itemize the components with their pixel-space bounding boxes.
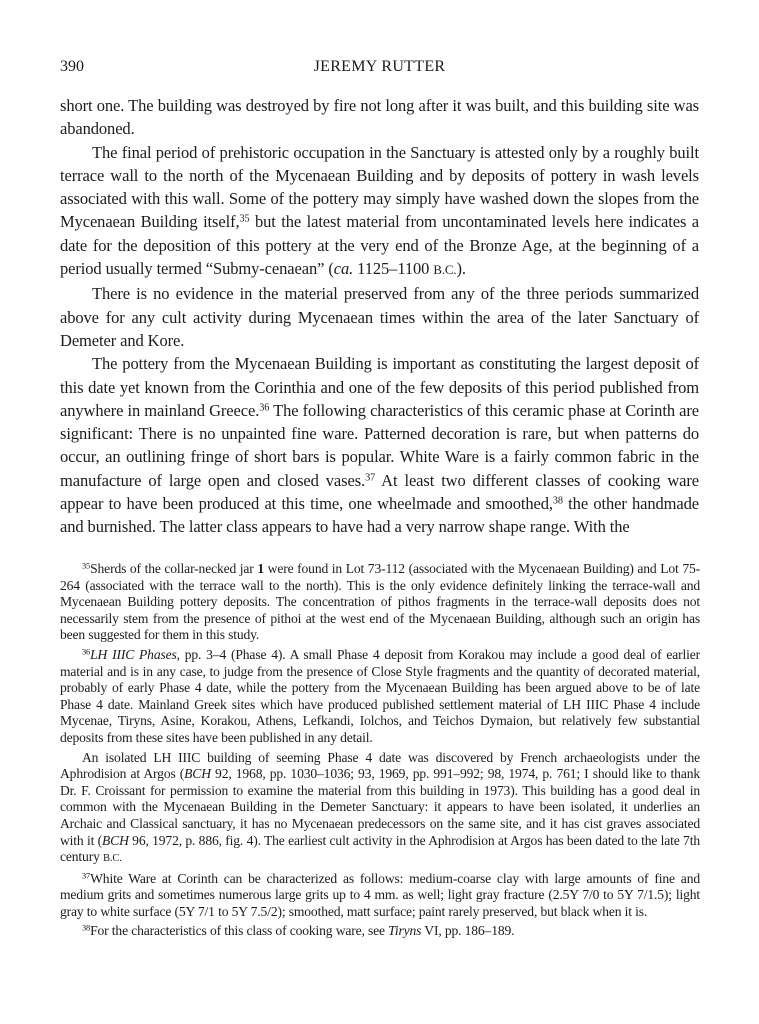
footnote-36: $^{36}$LH IIIC Phases, pp. 3–4 (Phase 4). A small Phase 4 deposit from Korakou may include a good deal of earlier material and is in any case, to judge from the presence of Close Style fragments and the quantity of decorated material, probably of early Phase 4 date, while the pottery from the Mycenaean Building has been argued above to be of late Phase 4 date. Mainland Greek sites which have produced published settlement material of LH IIIC Phase 4 include Mycenae, Tiryns, Asine, Korakou, Athens, Lefkandi, Iolchos, and Teichos Dymaion, but relatively few substantial deposits from these sites have been published in any detail. (60, 646, 700, 745)
paragraph-1: short one. The building was destroyed by fire not long after it was built, and this building site was abandoned. (60, 96, 699, 139)
footnote-35: $^{35}$Sherds of the collar-necked jar 1 were found in Lot 73-112 (associated with the Mycenaean Building) and Lot 75-264 (associated with the terrace wall to the north). This is the only evidence definitely linking the terrace-wall and Mycenaean Building pottery deposits. The concentration of pithos fragments in the terrace-wall deposits does not necessarily stem from the presence of pithoi at the west end of the Mycenaean Building, although such an origin has been suggested for them in this study. (60, 560, 701, 643)
footnotes (60, 561, 700, 943)
footnote-ref-36[interactable]: 36 (259, 402, 270, 414)
body-text (60, 94, 699, 539)
footnote-37: $^{37}$White Ware at Corinth can be characterized as follows: medium-coarse clay with large amounts of fine and medium grits and sometimes numerous large grits up to 4 mm. as well; light gray fracture (2.5Y 7/0 to 5Y 7/1.5); light gray to white surface (5Y 7/1 to 5Y 7.5/2); smoothed, matt surface; paint rarely preserved, but black when it is. (60, 870, 700, 919)
paragraph-3: There is no evidence in the material preserved from any of the three periods summarized above for any cult activity during Mycenaean times within the area of the later Sanctuary of Demeter and Kore. (60, 284, 699, 350)
footnote-38: $^{38}$For the characteristics of this class of cooking ware, see Tiryns VI, pp. 186–189. (82, 922, 515, 939)
paragraph-4: The pottery from the Mycenaean Building is important as constituting the largest deposit of this date yet known from the Corinthia and one of the few deposits of this period published from anywhere in mainland Greece.$^{36}$ The following characteristics of this ceramic phase at Corinth are significant: There is no unpainted fine ware. Patterned decoration is rare, but when patterns do occur, an outlining fringe of short bars is popular. White Ware is a fairly common fabric in the manufacture of large open and closed vases.$^{37}$ At least two different classes of cooking ware appear to have been produced at this time, one wheelmade and smoothed,$^{38}$ the other handmade and burnished. The latter class appears to have had a very narrow shape range. With the (60, 354, 699, 537)
paragraph-2: The final period of prehistoric occupation in the Sanctuary is attested only by a roughly built terrace wall to the north of the Mycenaean Building and by deposits of pottery in wash levels associated with this wall. Some of the pottery may simply have washed down the slopes from the Mycenaean Building itself,$^{35}$ but the latest material from uncontaminated levels here indicates a date for the deposition of this pottery at the very end of the Bronze Age, at the beginning of a period usually termed “Submy-cenaean” (ca. 1125–1100 B.C.). (60, 142, 699, 279)
footnote-36-continued: An isolated LH IIIC building of seeming Phase 4 date was discovered by French archaeologists under the Aphrodision at Argos (BCH 92, 1968, pp. 1030–1036; 93, 1969, pp. 991–992; 98, 1974, p. 761; I should like to thank Dr. F. Croissant for permission to examine the material from this building in 1973). This building has a good deal in common with the Mycenaean Building in the Demeter Sanctuary: it appears to have been isolated, it underlies an Archaic and Classical sanctuary, it has no Mycenaean predecessors on the same site, and it has cist graves associated with it (BCH 96, 1972, p. 886, fig. 4). The earliest cult activity in the Aphrodision at Argos has been dated to the late 7th century B.C. (60, 749, 701, 865)
running-head: JEREMY RUTTER (313, 58, 446, 75)
footnote-ref-37[interactable]: 37 (365, 472, 376, 484)
footnote-ref-38[interactable]: 38 (552, 495, 563, 507)
footnote-ref-35[interactable]: 35 (239, 213, 250, 225)
page-number: 390 (60, 58, 84, 75)
